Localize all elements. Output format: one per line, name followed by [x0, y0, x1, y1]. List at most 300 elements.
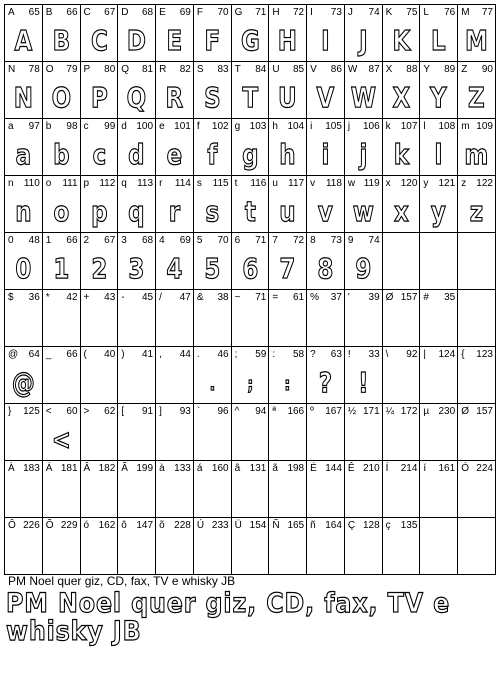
cell-code: 38	[217, 292, 229, 303]
cell-glyph	[424, 477, 454, 515]
cell-char: M	[461, 7, 470, 18]
cell-glyph: 5	[204, 251, 221, 285]
cell-glyph	[386, 477, 416, 515]
cell-code: 97	[28, 121, 40, 132]
cell-glyph	[424, 420, 454, 458]
cell-label	[386, 7, 418, 19]
cell-char: V	[310, 64, 317, 75]
cell-label	[46, 406, 78, 418]
cell-char: s	[196, 178, 202, 189]
glyph-cell	[420, 290, 458, 347]
cell-code: 83	[217, 64, 229, 75]
cell-label	[310, 463, 342, 475]
cell-glyph	[8, 420, 38, 458]
cell-glyph	[235, 420, 265, 458]
cell-code: 64	[28, 349, 40, 360]
cell-glyph: A	[14, 23, 33, 57]
cell-code: 85	[293, 64, 305, 75]
cell-glyph	[122, 306, 152, 344]
cell-glyph	[310, 534, 340, 572]
cell-glyph: 1	[53, 251, 70, 285]
glyph-cell	[43, 404, 81, 461]
cell-char: W	[347, 64, 358, 75]
cell-glyph	[84, 363, 114, 401]
cell-glyph: V	[316, 80, 335, 114]
cell-code: 82	[179, 64, 191, 75]
cell-code: 41	[141, 349, 154, 360]
cell-glyph: z	[469, 194, 484, 228]
cell-glyph: f	[207, 137, 218, 171]
cell-code: 46	[217, 349, 229, 360]
cell-glyph: <	[51, 422, 71, 456]
cell-label	[8, 64, 40, 76]
glyph-cell	[232, 176, 270, 233]
cell-char: +	[83, 292, 90, 303]
cell-label	[310, 178, 342, 190]
glyph-cell	[156, 404, 194, 461]
cell-glyph	[46, 363, 76, 401]
cell-char: ª	[272, 406, 277, 417]
cell-char: z	[461, 178, 467, 189]
cell-code: 40	[104, 349, 116, 360]
cell-code: 65	[28, 7, 40, 18]
glyph-cell	[156, 347, 194, 404]
cell-char: 0	[8, 235, 14, 246]
cell-glyph: q	[128, 194, 145, 228]
cell-code: 230	[438, 406, 456, 417]
cell-code: 87	[368, 64, 380, 75]
glyph-cell	[5, 62, 43, 119]
cell-char: a	[8, 121, 14, 132]
glyph-cell	[345, 233, 383, 290]
glyph-cell	[81, 404, 119, 461]
glyph-cell	[5, 176, 43, 233]
cell-code: 77	[481, 7, 493, 18]
glyph-cell	[118, 461, 156, 518]
cell-code: 98	[66, 121, 78, 132]
cell-code: 120	[400, 178, 418, 189]
cell-glyph	[348, 306, 378, 344]
cell-code: 73	[330, 7, 342, 18]
glyph-cell	[118, 5, 156, 62]
cell-label	[272, 7, 304, 19]
cell-char: v	[310, 178, 316, 189]
cell-code: 69	[179, 235, 191, 246]
glyph-cell	[194, 62, 232, 119]
cell-label	[197, 406, 229, 418]
cell-char: \	[385, 349, 389, 360]
cell-char: l	[423, 121, 426, 132]
cell-code: 147	[136, 520, 154, 531]
cell-char: T	[234, 64, 241, 75]
cell-code: 100	[136, 121, 154, 132]
cell-code: 229	[60, 520, 78, 531]
cell-char: Q	[121, 64, 130, 75]
cell-label	[235, 520, 267, 532]
cell-label	[197, 121, 229, 133]
glyph-cell	[5, 119, 43, 176]
cell-label	[159, 463, 191, 475]
glyph-cell	[420, 347, 458, 404]
cell-code: 68	[141, 7, 154, 18]
cell-code: 182	[98, 463, 116, 474]
cell-glyph: S	[203, 80, 221, 114]
cell-code: 68	[141, 235, 154, 246]
cell-code: 121	[438, 178, 456, 189]
cell-char: .	[196, 349, 200, 360]
cell-label	[197, 64, 229, 76]
cell-code: 96	[217, 406, 229, 417]
cell-glyph: a	[15, 137, 32, 171]
glyph-cell	[118, 347, 156, 404]
cell-label	[8, 349, 40, 361]
cell-glyph	[159, 363, 189, 401]
empty-cell	[458, 233, 496, 290]
glyph-cell	[307, 290, 345, 347]
glyph-cell	[81, 119, 119, 176]
cell-label	[423, 463, 455, 475]
cell-label	[84, 7, 116, 19]
glyph-cell	[118, 290, 156, 347]
glyph-cell	[232, 347, 270, 404]
cell-code: 88	[406, 64, 418, 75]
cell-char: <	[45, 406, 52, 417]
cell-label	[84, 406, 116, 418]
cell-char: ,	[159, 349, 162, 360]
cell-code: 111	[62, 178, 78, 189]
glyph-cell	[81, 347, 119, 404]
cell-glyph	[386, 306, 416, 344]
cell-glyph: r	[168, 194, 181, 228]
cell-glyph: 4	[166, 251, 183, 285]
glyph-cell	[156, 5, 194, 62]
cell-code: 103	[249, 121, 267, 132]
cell-glyph: j	[359, 137, 368, 171]
cell-code: 94	[255, 406, 267, 417]
cell-char: ;	[234, 349, 238, 360]
glyph-cell	[345, 518, 383, 575]
cell-code: 44	[179, 349, 191, 360]
cell-code: 75	[406, 7, 418, 18]
glyph-cell	[194, 233, 232, 290]
cell-code: 42	[66, 292, 78, 303]
cell-char: Ã	[121, 463, 128, 474]
glyph-cell	[232, 518, 270, 575]
cell-label	[310, 7, 342, 19]
cell-char: ¼	[385, 406, 394, 417]
cell-code: 166	[287, 406, 305, 417]
cell-glyph	[235, 477, 265, 515]
cell-label	[46, 7, 78, 19]
cell-glyph: 8	[317, 251, 334, 285]
glyph-cell	[5, 461, 43, 518]
glyph-cell	[156, 461, 194, 518]
cell-char: µ	[423, 406, 430, 417]
glyph-cell	[307, 404, 345, 461]
cell-char: ½	[347, 406, 357, 417]
cell-glyph: l	[434, 137, 443, 171]
cell-char: 9	[347, 235, 354, 246]
cell-char: S	[196, 64, 204, 75]
glyph-cell	[269, 119, 307, 176]
cell-char: o	[45, 178, 52, 189]
cell-code: 78	[28, 64, 40, 75]
cell-code: 214	[400, 463, 418, 474]
cell-code: 47	[179, 292, 191, 303]
cell-label	[121, 292, 153, 304]
glyph-cell	[194, 347, 232, 404]
cell-glyph: H	[278, 23, 298, 57]
cell-glyph: Z	[468, 80, 485, 114]
cell-code: 74	[368, 7, 380, 18]
cell-glyph	[8, 306, 38, 344]
cell-glyph: o	[53, 194, 70, 228]
cell-code: 165	[287, 520, 305, 531]
cell-glyph: i	[321, 137, 330, 171]
cell-code: 123	[476, 349, 493, 360]
cell-label	[8, 520, 40, 532]
cell-code: 116	[250, 178, 267, 189]
cell-code: 89	[444, 64, 456, 75]
cell-char: }	[8, 406, 12, 417]
cell-glyph	[461, 306, 491, 344]
cell-glyph: ?	[318, 365, 333, 399]
glyph-cell	[118, 233, 156, 290]
cell-char: ç	[385, 520, 391, 531]
cell-label	[272, 520, 304, 532]
cell-label	[461, 235, 493, 247]
cell-char: #	[423, 292, 429, 303]
cell-glyph	[235, 534, 265, 572]
cell-code: 233	[211, 520, 229, 531]
cell-glyph	[386, 534, 416, 572]
cell-char: f	[196, 121, 200, 132]
glyph-cell	[156, 119, 194, 176]
cell-label	[46, 178, 78, 190]
cell-code: 125	[23, 406, 40, 417]
cell-char: ô	[121, 520, 127, 531]
cell-label	[8, 235, 40, 247]
cell-char: c	[83, 121, 89, 132]
glyph-cell	[232, 404, 270, 461]
cell-label	[84, 520, 116, 532]
cell-code: 86	[330, 64, 342, 75]
cell-glyph	[46, 306, 76, 344]
cell-char: 4	[159, 235, 165, 246]
cell-code: 133	[174, 463, 191, 474]
cell-label	[461, 7, 493, 19]
cell-glyph	[46, 534, 76, 572]
cell-glyph: O	[51, 80, 71, 114]
empty-cell	[420, 233, 458, 290]
cell-char: Ô	[8, 520, 16, 531]
cell-char: â	[234, 463, 241, 474]
cell-label	[8, 7, 40, 19]
cell-char: A	[8, 7, 15, 18]
glyph-cell	[307, 518, 345, 575]
cell-char: H	[272, 7, 280, 18]
cell-code: 172	[400, 406, 418, 417]
glyph-cell	[43, 176, 81, 233]
cell-code: 90	[481, 64, 493, 75]
cell-label	[159, 121, 191, 133]
glyph-cell	[307, 62, 345, 119]
glyph-cell	[345, 176, 383, 233]
cell-code: 35	[444, 292, 456, 303]
cell-code: 115	[212, 178, 229, 189]
glyph-cell	[420, 176, 458, 233]
cell-label	[159, 64, 191, 76]
cell-code: 109	[476, 121, 493, 132]
cell-label	[8, 178, 40, 190]
cell-char: B	[45, 7, 53, 18]
cell-char: 5	[196, 235, 203, 246]
glyph-cell	[232, 5, 270, 62]
cell-char: i	[310, 121, 313, 132]
cell-glyph: m	[464, 137, 489, 171]
cell-char: 8	[310, 235, 316, 246]
cell-code: 157	[476, 406, 493, 417]
glyph-cell	[269, 347, 307, 404]
cell-label	[46, 64, 78, 76]
cell-char: á	[196, 463, 203, 474]
cell-glyph: p	[90, 194, 108, 228]
cell-code: 128	[362, 520, 380, 531]
glyph-cell	[383, 176, 421, 233]
cell-char: Ø	[385, 292, 394, 303]
glyph-cell	[194, 404, 232, 461]
cell-code: 198	[287, 463, 305, 474]
glyph-cell	[232, 290, 270, 347]
cell-code: 117	[288, 178, 305, 189]
cell-glyph: 7	[279, 251, 296, 285]
cell-glyph	[122, 477, 152, 515]
cell-label	[121, 463, 153, 475]
glyph-cell	[194, 5, 232, 62]
cell-code: 224	[476, 463, 493, 474]
cell-code: 105	[325, 121, 342, 132]
cell-char: -	[121, 292, 125, 303]
cell-glyph	[273, 534, 303, 572]
cell-code: 91	[141, 406, 154, 417]
cell-code: 122	[476, 178, 493, 189]
cell-code: 72	[293, 235, 305, 246]
cell-char: N	[8, 64, 16, 75]
cell-label	[121, 178, 153, 190]
cell-label	[461, 349, 493, 361]
glyph-cell	[5, 404, 43, 461]
cell-glyph: :	[284, 374, 291, 395]
cell-label	[84, 292, 116, 304]
cell-label	[235, 121, 267, 133]
glyph-cell	[5, 347, 43, 404]
cell-label	[197, 349, 229, 361]
cell-label	[8, 121, 40, 133]
glyph-cell	[345, 461, 383, 518]
cell-glyph: x	[393, 194, 409, 228]
cell-label	[84, 235, 116, 247]
cell-label	[386, 235, 418, 247]
glyph-cell	[345, 290, 383, 347]
cell-char: Ê	[347, 463, 355, 474]
cell-label	[310, 121, 342, 133]
cell-code: 39	[368, 292, 380, 303]
cell-char: 6	[234, 235, 241, 246]
glyph-cell	[118, 119, 156, 176]
cell-label	[423, 292, 455, 304]
glyph-cell	[458, 347, 496, 404]
cell-char: Í	[385, 463, 389, 474]
cell-code: 36	[28, 292, 40, 303]
cell-glyph	[273, 420, 303, 458]
cell-code: 171	[362, 406, 380, 417]
cell-code: 37	[330, 292, 342, 303]
cell-label	[197, 292, 229, 304]
cell-glyph: N	[13, 80, 33, 114]
cell-code: 62	[104, 406, 116, 417]
cell-char: h	[272, 121, 278, 132]
cell-glyph: 0	[15, 251, 32, 285]
cell-glyph	[84, 306, 114, 344]
cell-glyph	[310, 477, 340, 515]
cell-glyph: c	[92, 137, 106, 171]
sample-text: PM Noel quer giz, CD, fax, TV e whisky JB	[8, 574, 236, 588]
cell-label	[121, 520, 153, 532]
cell-glyph: Q	[126, 80, 147, 114]
cell-char: *	[45, 292, 50, 303]
cell-code: 79	[66, 64, 78, 75]
glyph-cell	[269, 290, 307, 347]
cell-code: 66	[66, 349, 78, 360]
cell-code: 226	[23, 520, 40, 531]
cell-glyph: I	[321, 23, 330, 57]
glyph-cell	[345, 5, 383, 62]
cell-glyph	[8, 477, 38, 515]
glyph-cell	[269, 176, 307, 233]
cell-char: b	[45, 121, 52, 132]
cell-label	[461, 406, 493, 418]
cell-glyph: T	[242, 80, 258, 114]
cell-char: x	[385, 178, 391, 189]
cell-glyph: C	[90, 23, 108, 57]
cell-glyph	[84, 534, 114, 572]
glyph-cell	[5, 518, 43, 575]
cell-glyph: M	[465, 23, 488, 57]
glyph-cell	[345, 404, 383, 461]
cell-glyph	[235, 306, 265, 344]
cell-code: 70	[217, 235, 229, 246]
cell-code: 112	[99, 178, 116, 189]
glyph-cell	[383, 119, 421, 176]
glyph-cell	[420, 404, 458, 461]
cell-glyph: K	[392, 23, 410, 57]
cell-glyph	[461, 420, 491, 458]
glyph-cell	[345, 347, 383, 404]
cell-label	[121, 406, 153, 418]
cell-glyph: X	[392, 80, 410, 114]
cell-char: ñ	[310, 520, 316, 531]
glyph-cell	[156, 233, 194, 290]
cell-label	[272, 406, 304, 418]
cell-label	[197, 178, 229, 190]
cell-code: 69	[179, 7, 191, 18]
cell-char: Õ	[45, 520, 54, 531]
cell-label	[348, 292, 380, 304]
cell-char: D	[121, 7, 129, 18]
cell-code: 114	[174, 178, 191, 189]
cell-glyph	[461, 249, 491, 287]
glyph-cell	[420, 5, 458, 62]
